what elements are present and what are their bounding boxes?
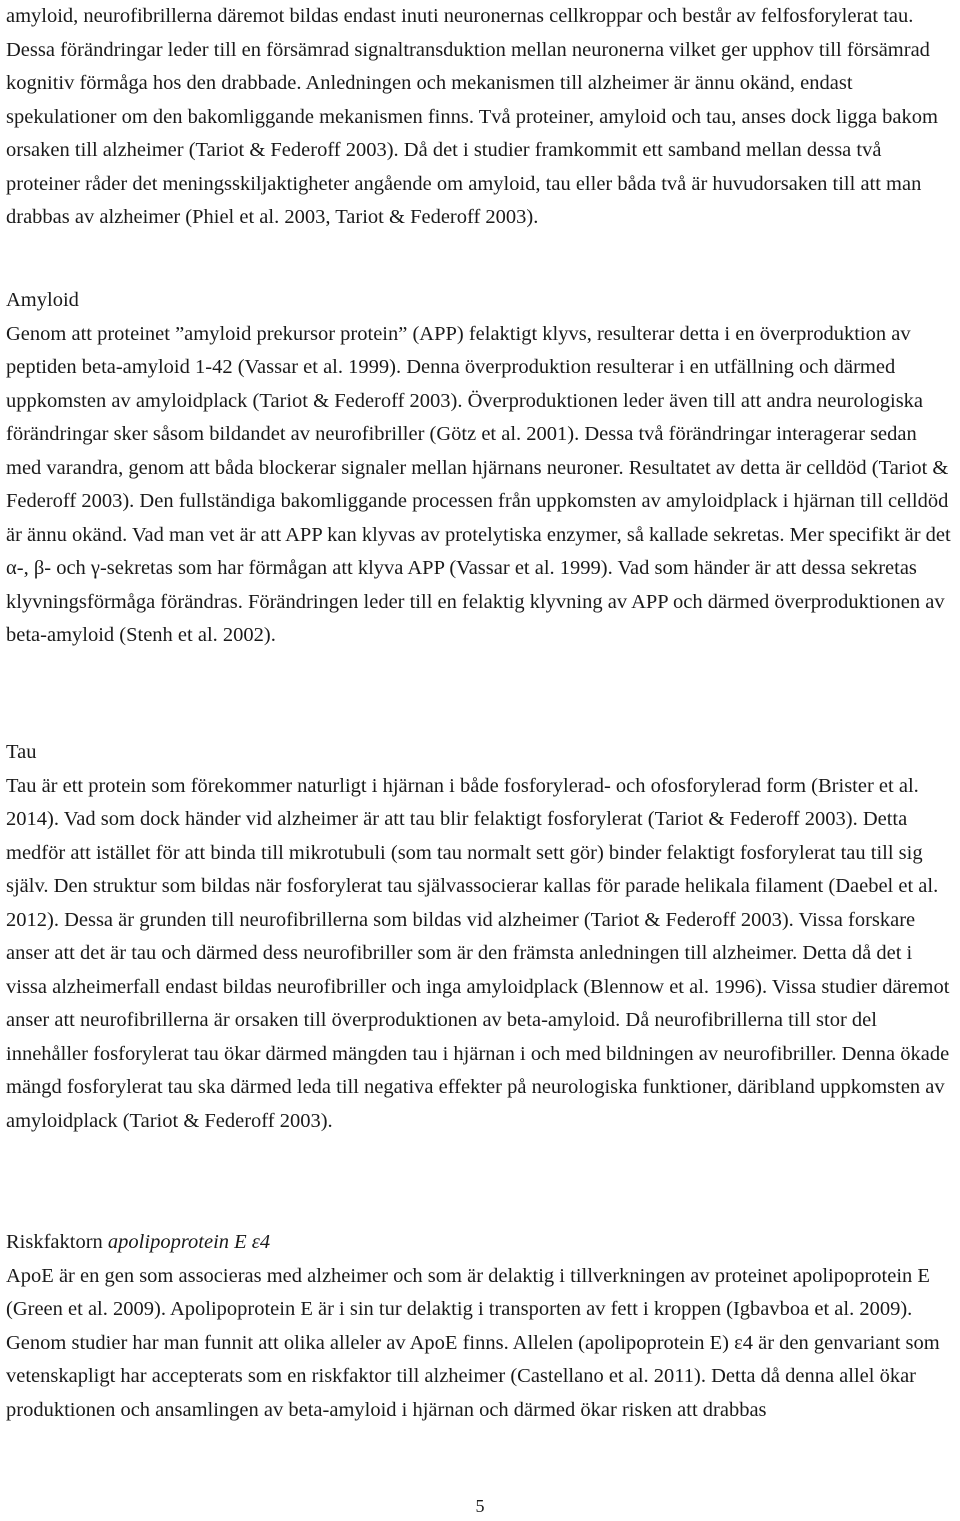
amyloid-paragraph: Genom att proteinet ”amyloid prekursor protein” (APP) felaktigt klyvs, resulterar detta i en överproduktion av peptiden beta-amyloid 1-42 (Vassar et al. 1999). Denna överproduktion resulterar i en utfällning och därmed uppkomsten av amyloidplack (Tariot & Federoff 2003). Överproduktionen leder även till att andra neurologiska förändringar sker såsom bildandet av neurofibriller (Götz et al. 2001). Dessa två förändringar interagerar sedan med varandra, genom att båda blockerar signaler mellan hjärnans neuroner. Resultatet av detta är celldöd (Tariot & Federoff 2003). Den fullständiga bakomliggande processen från uppkomsten av amyloidplack i hjärnan till celldöd är ännu okänd. Vad man vet är att APP kan klyvas av protelytiska enzymer, så kallade sekretas. Mer specifikt är det α-, β- och γ-sekretas som har förmågan att klyva APP (Vassar et al. 1999). Vad som händer är att dessa sekretas klyvningsförmåga förändras. Förändringen leder till en felaktig klyvning av APP och därmed överproduktionen av beta-amyloid (Stenh et al. 2002). (6, 322, 951, 646)
tau-section (6, 736, 956, 1138)
apoe-section (6, 1226, 956, 1427)
apoe-paragraph: ApoE är en gen som associeras med alzheimer och som är delaktig i tillverkningen av proteinet apolipoprotein E (Green et al. 2009). Apolipoprotein E är i sin tur delaktig i transporten av fett i kroppen (Igbavboa et al. 2009). Genom studier har man funnit att olika alleler av ApoE finns. Allelen (apolipoprotein E) ε4 är den genvariant som vetenskapligt har accepterats som en riskfaktor till alzheimer (Castellano et al. 2011). Detta då denna allel ökar produktionen och ansamlingen av beta-amyloid i hjärnan och därmed ökar risken att drabbas (6, 1264, 940, 1421)
amyloid-heading: Amyloid (6, 289, 79, 311)
tau-heading: Tau (6, 741, 37, 763)
apoe-heading-italic: apolipoprotein E ε4 (107, 1231, 271, 1253)
tau-paragraph: Tau är ett protein som förekommer naturligt i hjärnan i både fosforylerad- och ofosforylerad form (Brister et al. 2014). Vad som dock händer vid alzheimer är att tau blir felaktigt fosforylerat (Tariot & Federoff 2003). Detta medför att istället för att binda till mikrotubuli (som tau normalt sett gör) binder felaktigt fosforylerat tau till sig själv. Den struktur som bildas när fosforylerat tau självassocierar kallas för parade helikala filament (Daebel et al. 2012). Dessa är grunden till neurofibrillerna som bildas vid alzheimer (Tariot & Federoff 2003). Vissa forskare anser att det är tau och därmed dess neurofibriller som är den främsta anledningen till alzheimer. Detta då det i vissa alzheimerfall endast bildas neurofibriller och inga amyloidplack (Blennow et al. 1996). Vissa studier däremot anser att neurofibrillerna är orsaken till överproduktionen av beta-amyloid. Då neurofibrillerna till stor del innehåller fosforylerat tau ökar därmed mängden tau i hjärnan i och med bildningen av neurofibriller. Denna ökade mängd fosforylerat tau ska därmed leda till negativa effekter på neurologiska funktioner, däribland uppkomsten av amyloidplack (Tariot & Federoff 2003). (6, 774, 950, 1132)
page-number: 5 (475, 1496, 485, 1516)
intro-section (6, 0, 956, 235)
apoe-heading (6, 1226, 956, 1260)
apoe-heading-prefix: Riskfaktorn (6, 1231, 103, 1253)
intro-paragraph: amyloid, neurofibrillerna däremot bildas endast inuti neuronernas cellkroppar och består av felfosforylerat tau. Dessa förändringar leder till en försämrad signaltransduktion mellan neuronerna vilket ger upphov till försämrad kognitiv förmåga hos den drabbade. Anledningen och mekanismen till alzheimer är ännu okänd, endast spekulationer om den bakomliggande mekanismen finns. Två proteiner, amyloid och tau, anses dock ligga bakom orsaken till alzheimer (Tariot & Federoff 2003). Då det i studier framkommit ett samband mellan dessa två proteiner råder det meningsskiljaktigheter angående om amyloid, tau eller båda två är huvudorsaken till att man drabbas av alzheimer (Phiel et al. 2003, Tariot & Federoff 2003). (6, 5, 938, 228)
amyloid-section (6, 284, 956, 653)
